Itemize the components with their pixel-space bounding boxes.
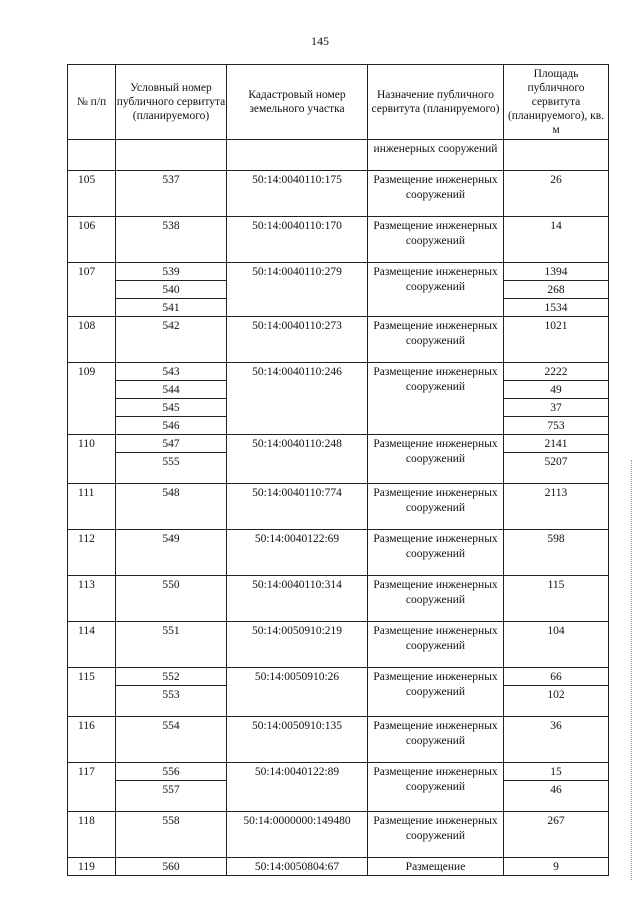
row-number: 119	[78, 861, 95, 873]
cadastral-number: 50:14:0040110:279	[252, 266, 342, 278]
purpose: Размещение инженерных сооружений	[373, 815, 498, 842]
servitude-table	[67, 64, 609, 876]
table-header-row	[68, 65, 609, 140]
table-row	[68, 530, 609, 576]
table-row	[68, 717, 609, 763]
scan-edge-mark	[630, 460, 632, 880]
servitude-number: 560	[162, 861, 180, 873]
purpose-continuation: инженерных сооружений	[373, 143, 498, 155]
servitude-number: 549	[162, 533, 180, 545]
row-number: 116	[78, 720, 95, 732]
table-row-continuation	[68, 140, 609, 171]
servitude-number: 546	[162, 420, 180, 432]
cadastral-number: 50:14:0050804:67	[254, 861, 340, 873]
table-body	[68, 140, 609, 876]
row-number: 106	[78, 220, 96, 232]
row-number: 113	[78, 579, 95, 591]
cadastral-number: 50:14:0040110:246	[252, 366, 342, 378]
area-value: 102	[547, 689, 565, 701]
header-servitude-number: Условный номер публичного сервитута (планируемого)	[116, 65, 227, 140]
table-row	[68, 622, 609, 668]
purpose: Размещение	[405, 861, 466, 873]
header-purpose: Назначение публичного сервитута (планируемого)	[368, 65, 504, 140]
table-row	[68, 668, 609, 686]
servitude-number: 556	[162, 766, 180, 778]
servitude-number: 552	[162, 671, 180, 683]
area-value: 9	[553, 861, 559, 873]
purpose: Размещение инженерных сооружений	[373, 220, 498, 247]
purpose: Размещение инженерных сооружений	[373, 487, 498, 514]
table-row	[68, 576, 609, 622]
cadastral-number: 50:14:0050910:219	[251, 625, 343, 637]
servitude-number: 555	[162, 456, 180, 468]
purpose: Размещение инженерных сооружений	[373, 266, 498, 293]
servitude-number: 540	[162, 284, 180, 296]
header-num: № п/п	[68, 65, 116, 140]
cadastral-number: 50:14:0040110:170	[252, 220, 342, 232]
row-number: 107	[78, 266, 96, 278]
purpose: Размещение инженерных сооружений	[373, 320, 498, 347]
area-value: 46	[550, 784, 562, 796]
row-number: 112	[78, 533, 95, 545]
servitude-number: 553	[162, 689, 180, 701]
row-number: 118	[78, 815, 95, 827]
servitude-number: 558	[162, 815, 180, 827]
area-value: 14	[550, 220, 562, 232]
servitude-number: 547	[162, 438, 180, 450]
cadastral-number: 50:14:0050910:26	[254, 671, 340, 683]
purpose: Размещение инженерных сооружений	[373, 766, 498, 793]
row-number: 108	[78, 320, 96, 332]
servitude-number: 545	[162, 402, 180, 414]
header-area: Площадь публичного сервитута (планируемого), кв. м	[504, 65, 609, 140]
cadastral-number: 50:14:0040110:175	[252, 174, 342, 186]
area-value: 15	[550, 766, 562, 778]
purpose: Размещение инженерных сооружений	[373, 671, 498, 698]
cadastral-number: 50:14:0040110:248	[252, 438, 342, 450]
cadastral-number: 50:14:0040110:273	[252, 320, 342, 332]
servitude-number: 537	[162, 174, 180, 186]
header-cadastral-number: Кадастровый номер земельного участка	[227, 65, 368, 140]
area-value: 66	[550, 671, 562, 683]
table-row	[68, 812, 609, 858]
area-value: 104	[547, 625, 565, 637]
servitude-number: 541	[162, 302, 180, 314]
servitude-number: 548	[162, 487, 180, 499]
area-value: 115	[547, 579, 565, 591]
area-value: 2222	[544, 366, 568, 378]
area-value: 5207	[544, 456, 568, 468]
servitude-number: 544	[162, 384, 180, 396]
servitude-number: 551	[162, 625, 180, 637]
area-value: 2113	[544, 487, 568, 499]
area-value: 268	[547, 284, 565, 296]
cadastral-number: 50:14:0000000:149480	[243, 815, 351, 827]
table-row	[68, 317, 609, 363]
area-value: 1394	[544, 266, 568, 278]
cadastral-number: 50:14:0040122:89	[254, 766, 340, 778]
servitude-number: 539	[162, 266, 180, 278]
table-row	[68, 484, 609, 530]
row-number: 115	[78, 671, 95, 683]
table-row	[68, 763, 609, 781]
table-row	[68, 217, 609, 263]
area-value: 37	[550, 402, 562, 414]
area-value: 26	[550, 174, 562, 186]
area-value: 2141	[544, 438, 568, 450]
purpose: Размещение инженерных сооружений	[373, 438, 498, 465]
purpose: Размещение инженерных сооружений	[373, 720, 498, 747]
servitude-number: 557	[162, 784, 180, 796]
row-number: 105	[78, 174, 96, 186]
row-number: 110	[78, 438, 95, 450]
row-number: 117	[78, 766, 95, 778]
servitude-number: 543	[162, 366, 180, 378]
page-number: 145	[311, 34, 329, 48]
servitude-number: 550	[162, 579, 180, 591]
area-value: 36	[550, 720, 562, 732]
row-number: 109	[78, 366, 96, 378]
table-row	[68, 858, 609, 876]
purpose: Размещение инженерных сооружений	[373, 579, 498, 606]
table-row	[68, 363, 609, 381]
servitude-number: 542	[162, 320, 180, 332]
cadastral-number: 50:14:0050910:135	[251, 720, 343, 732]
area-value: 1021	[544, 320, 568, 332]
row-number: 114	[78, 625, 95, 637]
purpose: Размещение инженерных сооружений	[373, 533, 498, 560]
purpose: Размещение инженерных сооружений	[373, 625, 498, 652]
area-value: 753	[547, 420, 565, 432]
cadastral-number: 50:14:0040110:774	[252, 487, 342, 499]
servitude-number: 538	[162, 220, 180, 232]
servitude-number: 554	[162, 720, 180, 732]
table-row	[68, 263, 609, 281]
purpose: Размещение инженерных сооружений	[373, 366, 498, 393]
cadastral-number: 50:14:0040122:69	[254, 533, 340, 545]
table-row	[68, 171, 609, 217]
area-value: 598	[547, 533, 565, 545]
area-value: 1534	[544, 302, 568, 314]
table-row	[68, 435, 609, 453]
purpose: Размещение инженерных сооружений	[373, 174, 498, 201]
row-number: 111	[78, 487, 95, 499]
area-value: 267	[547, 815, 565, 827]
cadastral-number: 50:14:0040110:314	[252, 579, 342, 591]
area-value: 49	[550, 384, 562, 396]
